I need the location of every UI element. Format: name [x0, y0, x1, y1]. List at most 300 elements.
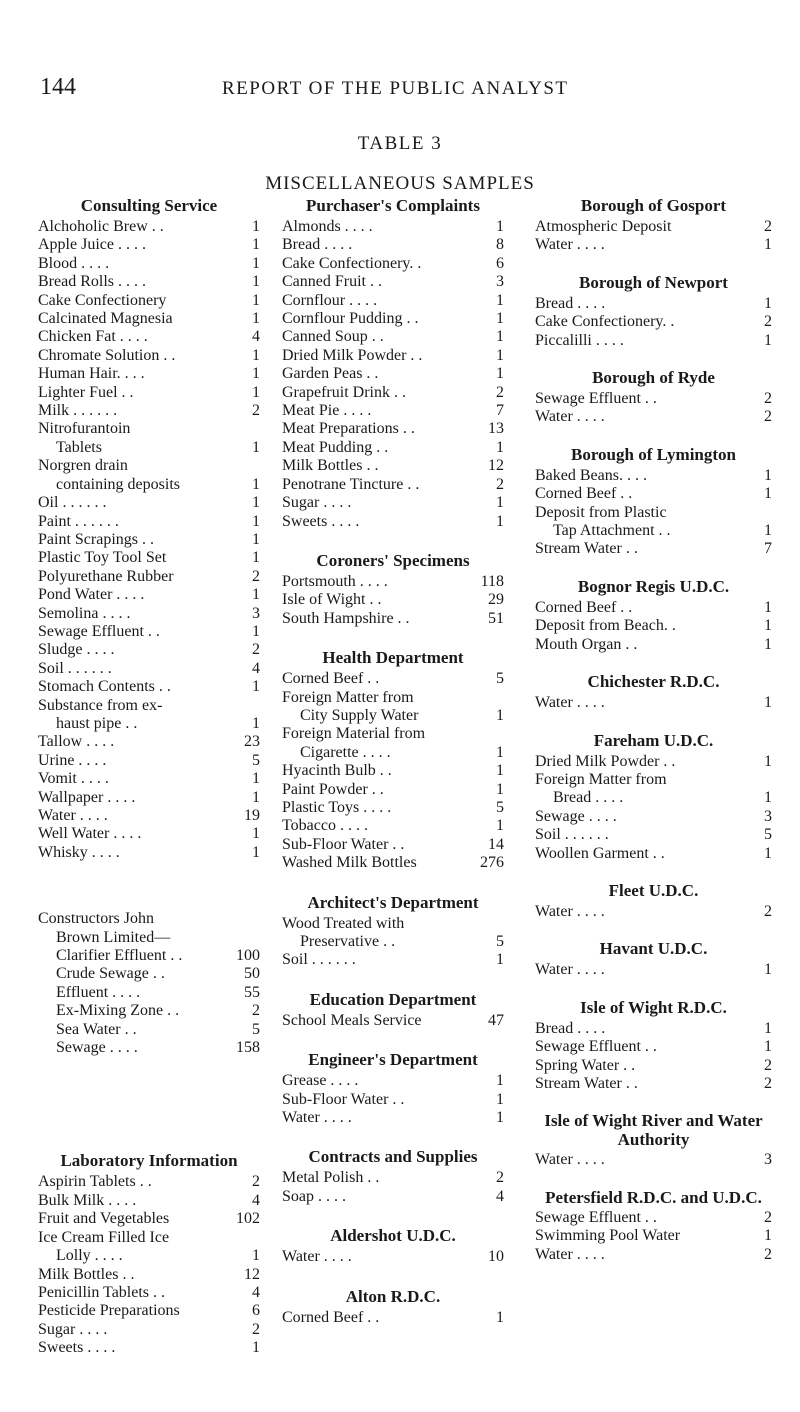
entry-label: Deposit from Beach. .: [535, 617, 676, 635]
section: [535, 196, 772, 255]
section-heading: Consulting Service: [80, 196, 218, 215]
entry-count: 7: [496, 402, 504, 420]
entry-label: School Meals Service: [282, 1011, 422, 1029]
table-row: [282, 273, 504, 291]
entry-count: 2: [252, 1173, 260, 1191]
entry-count: 1: [252, 825, 260, 843]
entry-label: Wallpaper . . . .: [38, 788, 136, 806]
section-heading: Contracts and Supplies: [308, 1147, 478, 1167]
section: [282, 1226, 504, 1266]
table-row: [282, 836, 504, 854]
entry-label: Grapefruit Drink . .: [282, 383, 406, 401]
entry-label: Dried Milk Powder . .: [535, 752, 676, 770]
table-row: [282, 1169, 504, 1187]
entry-count: 2: [764, 408, 772, 426]
entry-count: 3: [496, 273, 504, 291]
table-row: [282, 218, 504, 236]
entry-count: 1: [764, 236, 772, 254]
entry-count: 2: [764, 1074, 772, 1092]
entry-label: Sub-Floor Water . .: [282, 1090, 405, 1108]
section-heading: Isle of Wight R.D.C.: [580, 997, 727, 1017]
entry-count: 2: [764, 313, 772, 331]
entry-count: 1: [764, 635, 772, 653]
table-row: [282, 610, 504, 628]
entry-label: Mouth Organ . .: [535, 635, 638, 653]
table-row: [282, 1091, 504, 1109]
entry-label: Bread . . . .: [535, 294, 606, 312]
entry-count: 2: [764, 390, 772, 408]
table-row: [38, 273, 260, 291]
running-head: REPORT OF THE PUBLIC ANALYST: [222, 78, 569, 99]
entry-count: 1: [252, 549, 260, 567]
entry-count: 1: [252, 714, 260, 732]
entry-label: Corned Beef . .: [535, 485, 633, 503]
entry-count: 1: [496, 1090, 504, 1108]
entry-label: Ice Cream Filled Ice: [38, 1228, 170, 1246]
entry-label: Paint . . . . . .: [38, 512, 119, 530]
entry-count: 1: [252, 438, 260, 456]
entry-count: 1: [252, 365, 260, 383]
entry-count: 2: [252, 567, 260, 585]
table-row: [535, 1038, 772, 1056]
entry-count: 14: [488, 835, 504, 853]
table-row: [38, 1002, 260, 1020]
table-row: [282, 457, 504, 475]
entry-count: 29: [488, 591, 504, 609]
page-number: 144: [40, 74, 76, 100]
entry-label: Human Hair. . . .: [38, 365, 145, 383]
entry-label-continued: Preservative . .: [300, 933, 396, 950]
entry-label: Aspirin Tablets . .: [38, 1173, 152, 1191]
table-row: [535, 617, 772, 635]
table-row: [282, 799, 504, 817]
table-row: [282, 328, 504, 346]
entry-label: Soap . . . .: [282, 1187, 346, 1205]
table-subtitle: MISCELLANEOUS SAMPLES: [265, 173, 535, 194]
table-row: [38, 789, 260, 807]
entry-count: 1: [496, 494, 504, 512]
entry-label: Ex-Mixing Zone . .: [56, 1002, 180, 1020]
entry-label: Cake Confectionery. .: [535, 313, 675, 331]
table-row: [38, 1192, 260, 1210]
section-heading: Alton R.D.C.: [345, 1286, 441, 1306]
entry-label: Tobacco . . . .: [282, 817, 368, 835]
table-row: [282, 817, 504, 835]
entry-label-continued: containing deposits: [56, 475, 180, 493]
section-heading: Fareham U.D.C.: [593, 730, 714, 750]
entry-count: 55: [244, 983, 260, 1001]
entry-count: 6: [496, 254, 504, 272]
table-row: [282, 439, 504, 457]
table-row: [38, 586, 260, 604]
entry-label-continued: haust pipe . .: [56, 714, 138, 732]
table-row: [535, 636, 772, 654]
section-heading: Chichester R.D.C.: [587, 672, 720, 692]
section-heading: Isle of Wight River and Water Authority: [544, 1111, 763, 1150]
entry-label: Isle of Wight . .: [282, 591, 382, 609]
section: [535, 881, 772, 921]
entry-label: Urine . . . .: [38, 751, 107, 769]
table-row: [38, 1284, 260, 1302]
table-row: [38, 1021, 260, 1039]
entry-label: Spring Water . .: [535, 1056, 636, 1074]
table-row: [282, 476, 504, 494]
table-row: [535, 540, 772, 558]
section-heading: Bognor Regis U.D.C.: [577, 576, 730, 596]
entry-label: Sewage Effluent . .: [535, 1208, 657, 1226]
section-heading: Borough of Gosport: [580, 196, 727, 215]
table-row: [282, 744, 504, 762]
entry-count: 5: [252, 1020, 260, 1038]
entry-label: Canned Soup . .: [282, 328, 384, 346]
entry-label: Foreign Matter from: [535, 770, 667, 788]
entry-count: 3: [764, 807, 772, 825]
entry-label: Corned Beef . .: [282, 1308, 380, 1326]
entry-label: Sludge . . . .: [38, 641, 115, 659]
entry-label: Cake Confectionery: [38, 291, 167, 309]
table-row: [38, 1173, 260, 1191]
entry-count: 1: [764, 522, 772, 540]
table-row: [535, 1246, 772, 1264]
entry-label: Meat Pudding . .: [282, 438, 389, 456]
section: [282, 990, 504, 1030]
entry-label: Polyurethane Rubber: [38, 567, 174, 585]
entry-count: 1: [252, 678, 260, 696]
entry-label: Sweets . . . .: [38, 1339, 116, 1357]
entry-label: Swimming Pool Water: [535, 1227, 681, 1245]
entry-label: Water . . . .: [535, 236, 605, 254]
section-heading: Laboratory Information: [60, 1151, 238, 1171]
table-row: [282, 255, 504, 273]
entry-label: Cake Confectionery. .: [282, 254, 422, 272]
table-row: [38, 255, 260, 273]
table-row: [535, 599, 772, 617]
entry-label: Tallow . . . .: [38, 733, 115, 751]
table-row: [38, 218, 260, 236]
entry-label: Grease . . . .: [282, 1072, 359, 1090]
entry-label: Chicken Fat . . . .: [38, 328, 148, 346]
entry-label: Substance from ex-: [38, 696, 163, 714]
entry-label: Chromate Solution . .: [38, 346, 176, 364]
entry-count: 1: [252, 788, 260, 806]
table-row: [282, 236, 504, 254]
entry-count: 4: [496, 1187, 504, 1205]
entry-label: Sewage . . . .: [535, 807, 617, 825]
entry-label: Atmospheric Deposit: [535, 218, 672, 235]
entry-count: 1: [764, 1227, 772, 1245]
entry-label: Sewage . . . .: [56, 1039, 138, 1057]
table-row: [282, 347, 504, 365]
entry-label: Effluent . . . .: [56, 983, 141, 1001]
entry-count: 1: [252, 494, 260, 512]
entry-label: Deposit from Plastic: [535, 503, 667, 521]
entry-count: 1: [496, 762, 504, 780]
table-row: [38, 1321, 260, 1339]
entry-count: 1: [764, 331, 772, 349]
table-row: [38, 402, 260, 420]
section-heading: Education Department: [309, 989, 477, 1009]
table-row: [282, 1109, 504, 1127]
entry-label: Paint Powder . .: [282, 780, 384, 798]
entry-count: 3: [252, 604, 260, 622]
entry-label-continued: Bread . . . .: [553, 789, 624, 807]
entry-label: Piccalilli . . . .: [535, 331, 624, 349]
entry-label: Foreign Material from: [282, 725, 426, 743]
section-heading: Borough of Ryde: [592, 368, 715, 388]
table-row: [38, 549, 260, 567]
entry-count: 1: [764, 752, 772, 770]
table-row: [535, 1075, 772, 1093]
table-row: [535, 961, 772, 979]
entry-label: Sugar . . . .: [282, 494, 352, 512]
entry-label: Water . . . .: [535, 961, 605, 979]
entry-label: Garden Peas . .: [282, 365, 379, 383]
table-row: [38, 733, 260, 751]
entry-count: 2: [764, 218, 772, 235]
table-row: [38, 715, 260, 733]
table-row: [282, 707, 504, 725]
section: [282, 551, 504, 628]
entry-label: Baked Beans. . . .: [535, 466, 647, 484]
entry-label: Sewage Effluent . .: [38, 622, 160, 640]
entry-count: 1: [764, 1019, 772, 1037]
entry-label: Hyacinth Bulb . .: [282, 762, 392, 780]
entry-count: 50: [244, 965, 260, 983]
table-row: [282, 513, 504, 531]
section: [535, 731, 772, 863]
entry-count: 1: [496, 346, 504, 364]
table-row: [38, 752, 260, 770]
entry-label: Meat Preparations . .: [282, 420, 415, 438]
entry-label: Water . . . .: [282, 1248, 352, 1266]
section: [38, 910, 260, 1057]
section: [535, 672, 772, 712]
table-row: [535, 236, 772, 254]
table-row: [535, 903, 772, 921]
entry-count: 7: [764, 540, 772, 558]
section: [282, 1050, 504, 1127]
section: [282, 1287, 504, 1327]
table-row: [282, 762, 504, 780]
table-row: [38, 807, 260, 825]
table-row: [535, 218, 772, 236]
entry-count: 1: [252, 843, 260, 861]
section: [282, 648, 504, 872]
entry-count: 12: [488, 457, 504, 475]
entry-label: Soil . . . . . .: [535, 826, 609, 844]
entry-count: 1: [764, 294, 772, 312]
entry-count: 1: [252, 254, 260, 272]
section-heading: Borough of Newport: [579, 272, 728, 292]
table-row: [38, 494, 260, 512]
section-heading: Havant U.D.C.: [599, 939, 708, 959]
entry-label: Sewage Effluent . .: [535, 390, 657, 408]
entry-label: Sweets . . . .: [282, 512, 360, 530]
table-row: [282, 420, 504, 438]
table-row: [535, 845, 772, 863]
entry-label: Milk Bottles . .: [282, 457, 379, 475]
table-row: [38, 770, 260, 788]
entry-count: 1: [252, 475, 260, 493]
entry-label: South Hampshire . .: [282, 609, 410, 627]
entry-count: 2: [764, 1208, 772, 1226]
entry-count: 1: [764, 466, 772, 484]
table-row: [535, 826, 772, 844]
table-row: [38, 947, 260, 965]
section: [282, 196, 504, 531]
section: [535, 939, 772, 979]
entry-count: 4: [252, 328, 260, 346]
entry-count: 1: [496, 512, 504, 530]
table-row: [38, 965, 260, 983]
entry-count: 1: [764, 789, 772, 807]
table-row: [282, 951, 504, 969]
entry-count: 1: [252, 1247, 260, 1265]
section-heading: Borough of Lymington: [570, 444, 736, 464]
column-2: [282, 196, 504, 1327]
section-heading: Petersfield R.D.C. and U.D.C.: [545, 1187, 762, 1207]
entry-count: 10: [488, 1248, 504, 1266]
entry-count: 2: [496, 1169, 504, 1187]
table-row: [38, 292, 260, 310]
entry-count: 8: [496, 236, 504, 254]
section: [535, 1111, 772, 1169]
entry-label: Apple Juice . . . .: [38, 236, 146, 254]
entry-count: 6: [252, 1302, 260, 1320]
entry-count: 1: [252, 383, 260, 401]
entry-count: 4: [252, 659, 260, 677]
entry-label: Sugar . . . .: [38, 1320, 108, 1338]
entry-label: Metal Polish . .: [282, 1169, 380, 1187]
table-row: [38, 844, 260, 862]
entry-count: 2: [764, 902, 772, 920]
table-row: [38, 439, 260, 457]
entry-label: Foreign Matter from: [282, 688, 414, 706]
table-row: [282, 384, 504, 402]
entry-label: Pesticide Preparations: [38, 1302, 180, 1320]
entry-count: 5: [496, 798, 504, 816]
table-row: [282, 292, 504, 310]
entry-label: Whisky . . . .: [38, 843, 120, 861]
section: [282, 893, 504, 970]
entry-count: 1: [252, 1339, 260, 1357]
entry-count: 1: [496, 1109, 504, 1127]
entry-count: 1: [252, 770, 260, 788]
table-row: [535, 1227, 772, 1245]
entry-count: 5: [496, 933, 504, 950]
entry-count: 1: [252, 586, 260, 604]
table-row: [38, 1302, 260, 1320]
table-row: [38, 328, 260, 346]
table-row: [38, 660, 260, 678]
section: [535, 368, 772, 427]
entry-count: 2: [764, 1056, 772, 1074]
entry-count: 1: [496, 1072, 504, 1090]
section: [535, 445, 772, 559]
entry-label: Calcinated Magnesia: [38, 310, 173, 328]
table-row: [535, 485, 772, 503]
table-row: [38, 384, 260, 402]
section-heading: Aldershot U.D.C.: [330, 1226, 456, 1246]
entry-label: Meat Pie . . . .: [282, 402, 372, 420]
entry-count: 1: [764, 694, 772, 712]
entry-label: Water . . . .: [38, 807, 108, 824]
entry-count: 1: [496, 291, 504, 309]
table-row: [38, 365, 260, 383]
entry-count: 1: [764, 844, 772, 862]
entry-count: 1: [252, 291, 260, 309]
entry-label: Well Water . . . .: [38, 825, 142, 843]
entry-label: Alchoholic Brew . .: [38, 218, 164, 235]
entry-count: 1: [764, 617, 772, 635]
table-row: [38, 476, 260, 494]
entry-label: Paint Scrapings . .: [38, 530, 154, 548]
table-row: [282, 494, 504, 512]
entry-count: 4: [252, 1191, 260, 1209]
table-row: [282, 365, 504, 383]
entry-label: Bread . . . .: [535, 1019, 606, 1037]
entry-label: Nitrofurantoin: [38, 420, 131, 438]
table-row: [282, 670, 504, 688]
entry-label: Water . . . .: [282, 1109, 352, 1127]
table-row: [38, 236, 260, 254]
section-heading: Fleet U.D.C.: [608, 880, 699, 900]
entry-label: Corned Beef . .: [282, 670, 380, 688]
column-3: [535, 196, 772, 1264]
entry-label: Milk Bottles . .: [38, 1265, 135, 1283]
entry-count: 5: [252, 751, 260, 769]
section: [282, 1147, 504, 1206]
entry-count: 1: [496, 706, 504, 724]
entry-label-continued: City Supply Water: [300, 706, 419, 724]
entry-count: 2: [252, 1320, 260, 1338]
entry-count: 1: [496, 438, 504, 456]
table-row: [535, 467, 772, 485]
entry-label: Pond Water . . . .: [38, 586, 145, 604]
entry-label: Cornflour Pudding . .: [282, 310, 419, 328]
table-row: [38, 310, 260, 328]
entry-label: Oil . . . . . .: [38, 494, 107, 512]
entry-label: Milk . . . . . .: [38, 402, 118, 420]
entry-label: Constructors John: [38, 910, 154, 928]
table-row: [535, 295, 772, 313]
entry-count: 1: [496, 365, 504, 383]
entry-count: 276: [480, 854, 504, 872]
table-row: [38, 1266, 260, 1284]
entry-label: Bread . . . .: [282, 236, 353, 254]
entry-label: Penicillin Tablets . .: [38, 1283, 166, 1301]
table-row: [38, 531, 260, 549]
entry-label: Wood Treated with: [282, 914, 405, 932]
entry-label: Soil . . . . . .: [38, 659, 112, 677]
entry-count: 102: [236, 1210, 260, 1228]
section-heading: Architect's Department: [307, 892, 479, 912]
entry-count: 1: [252, 530, 260, 548]
entry-label: Washed Milk Bottles: [282, 854, 417, 872]
entry-count: 1: [252, 512, 260, 530]
entry-label: Woollen Garment . .: [535, 844, 665, 862]
table-row: [38, 1247, 260, 1265]
table-row: [282, 1248, 504, 1266]
table-row: [282, 1309, 504, 1327]
entry-count: 47: [488, 1011, 504, 1029]
table-row: [535, 789, 772, 807]
table-row: [38, 984, 260, 1002]
entry-label: Water . . . .: [535, 694, 605, 712]
entry-count: 1: [764, 485, 772, 503]
entry-label: Sewage Effluent . .: [535, 1038, 657, 1056]
entry-label: Penotrane Tincture . .: [282, 475, 420, 493]
